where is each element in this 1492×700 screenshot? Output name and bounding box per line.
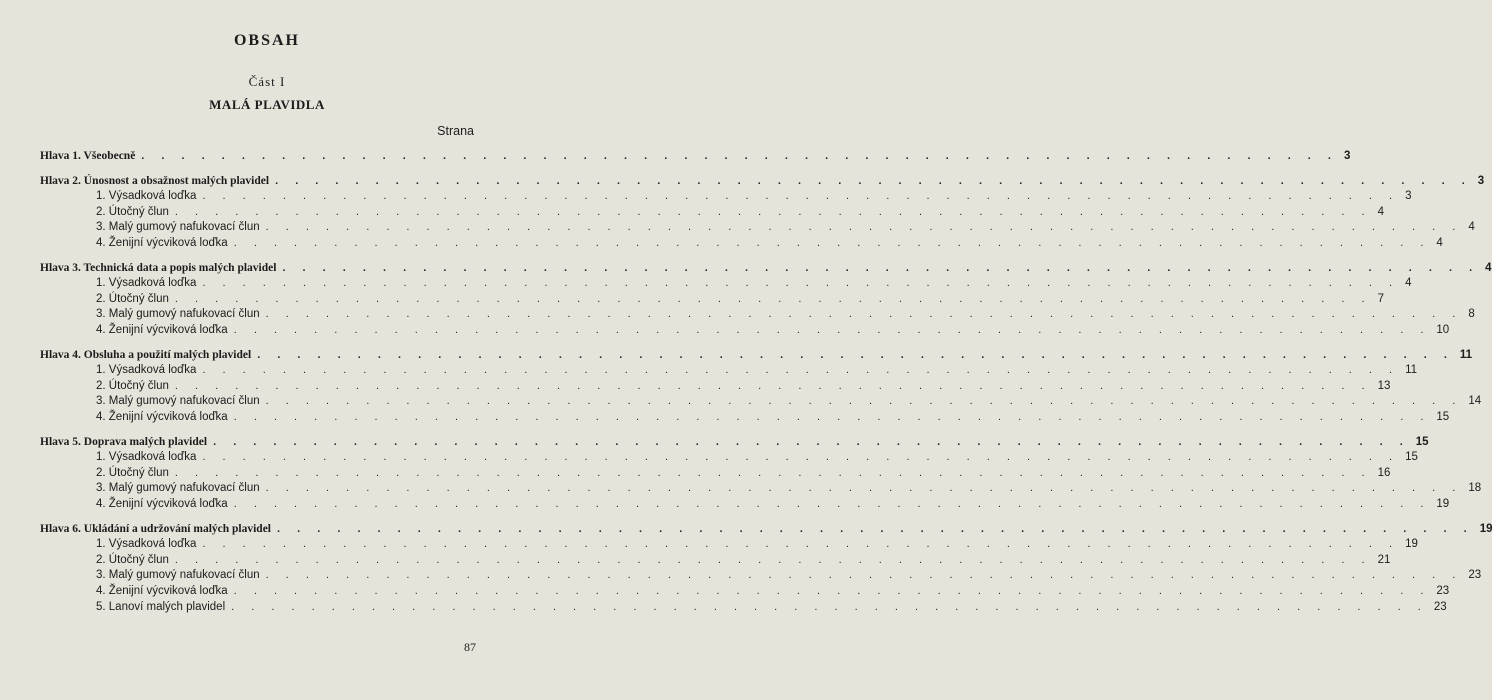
item-title: 3. Malý gumový nafukovací člun — [96, 308, 260, 321]
toc-item-entry — [0, 585, 1450, 601]
dot-leader: . . . . . . . . . . . . . . . . . . . . . . . . . . . . . . . . . . . . . . . . . . . . . . . . . . . . . . . . . . . . — [275, 174, 1472, 187]
dot-leader: . . . . . . . . . . . . . . . . . . . . . . . . . . . . . . . . . . . . . . . . . . . . . . . . . . . . . . . . . . . . — [277, 522, 1474, 535]
dot-leader: . . . . . . . . . . . . . . . . . . . . . . . . . . . . . . . . . . . . . . . . . . . . . . . . . . . . . . . . . . . . — [265, 482, 1463, 495]
toc-chapter-entry — [0, 522, 1492, 539]
item-title: 4. Ženijní výcviková loďka — [96, 585, 228, 597]
page-ref: 15 — [1415, 435, 1429, 448]
part-heading: Část I — [248, 74, 286, 89]
page-ref: 18 — [1468, 482, 1482, 495]
dot-leader: . . . . . . . . . . . . . . . . . . . . . . . . . . . . . . . . . . . . . . . . . . . . . . . . . . . . . . . . . . . . — [202, 190, 1400, 203]
toc-item-entry — [0, 569, 1482, 585]
page-ref: 14 — [1468, 395, 1482, 408]
item-title: 2. Útočný člun — [96, 292, 169, 305]
toc-item-entry — [0, 292, 1384, 309]
page-column-label: Strana — [437, 124, 474, 138]
page-ref: 4 — [1485, 261, 1492, 274]
toc-item-entry — [0, 466, 1391, 483]
item-title: 4. Ženijní výcviková loďka — [96, 237, 228, 249]
page-ref: 3 — [1477, 174, 1485, 187]
page-ref: 4 — [1377, 205, 1384, 218]
dot-leader: . . . . . . . . . . . . . . . . . . . . . . . . . . . . . . . . . . . . . . . . . . . . . . . . . . . . . . . . . . . . — [265, 221, 1463, 234]
dot-leader: . . . . . . . . . . . . . . . . . . . . . . . . . . . . . . . . . . . . . . . . . . . . . . . . . . . . . . . . . . . . — [257, 348, 1454, 361]
dot-leader: . . . . . . . . . . . . . . . . . . . . . . . . . . . . . . . . . . . . . . . . . . . . . . . . . . . . . . . . . . . . — [213, 435, 1410, 448]
toc-item-entry — [0, 482, 1482, 498]
dot-leader: . . . . . . . . . . . . . . . . . . . . . . . . . . . . . . . . . . . . . . . . . . . . . . . . . . . . . . . . . . . . — [174, 379, 1372, 392]
toc-item-entry — [0, 308, 1475, 324]
item-title: 2. Útočný člun — [96, 553, 169, 566]
toc-chapter-entry — [0, 435, 1429, 452]
item-title: 4. Ženijní výcviková loďka — [96, 498, 228, 510]
item-title: 2. Útočný člun — [96, 205, 169, 218]
page-ref: 23 — [1436, 585, 1450, 597]
section-title: MALÁ PLAVIDLA — [209, 97, 325, 112]
dot-leader: . . . . . . . . . . . . . . . . . . . . . . . . . . . . . . . . . . . . . . . . . . . . . . . . . . . . . . . . . . . . — [202, 277, 1400, 290]
page-ref: 15 — [1436, 411, 1450, 423]
item-title: 1. Výsadková loďka — [96, 190, 197, 203]
toc-item-entry — [0, 190, 1412, 206]
page-ref: 19 — [1405, 538, 1418, 551]
toc-item-entry — [0, 221, 1475, 237]
page-ref: 4 — [1436, 237, 1443, 249]
dot-leader: . . . . . . . . . . . . . . . . . . . . . . . . . . . . . . . . . . . . . . . . . . . . . . . . . . . . . . . . . . . . — [141, 150, 1338, 162]
page-ref: 10 — [1436, 324, 1450, 336]
toc-item-entry — [0, 205, 1384, 222]
dot-leader: . . . . . . . . . . . . . . . . . . . . . . . . . . . . . . . . . . . . . . . . . . . . . . . . . . . . . . . . . . . . — [202, 538, 1400, 551]
page-ref: 3 — [1405, 190, 1412, 203]
page-ref: 23 — [1433, 600, 1447, 613]
toc-item-entry — [0, 379, 1391, 396]
chapter-title: Hlava 3. Technická data a popis malých plavidel — [40, 261, 277, 274]
dot-leader: . . . . . . . . . . . . . . . . . . . . . . . . . . . . . . . . . . . . . . . . . . . . . . . . . . . . . . . . . . . . — [174, 205, 1372, 218]
dot-leader: . . . . . . . . . . . . . . . . . . . . . . . . . . . . . . . . . . . . . . . . . . . . . . . . . . . . . . . . . . . . — [233, 237, 1431, 249]
page-ref: 4 — [1405, 277, 1412, 290]
item-title: 2. Útočný člun — [96, 379, 169, 392]
dot-leader: . . . . . . . . . . . . . . . . . . . . . . . . . . . . . . . . . . . . . . . . . . . . . . . . . . . . . . . . . . . . — [202, 364, 1400, 377]
toc-item-entry — [0, 498, 1450, 514]
toc-item-entry — [0, 277, 1412, 293]
dot-leader: . . . . . . . . . . . . . . . . . . . . . . . . . . . . . . . . . . . . . . . . . . . . . . . . . . . . . . . . . . . . — [265, 569, 1463, 582]
item-title: 1. Výsadková loďka — [96, 451, 197, 464]
dot-leader: . . . . . . . . . . . . . . . . . . . . . . . . . . . . . . . . . . . . . . . . . . . . . . . . . . . . . . . . . . . . — [233, 585, 1431, 597]
chapter-title: Hlava 4. Obsluha a použití malých plavidel — [40, 348, 252, 361]
dot-leader: . . . . . . . . . . . . . . . . . . . . . . . . . . . . . . . . . . . . . . . . . . . . . . . . . . . . . . . . . . . . — [233, 498, 1431, 510]
dot-leader: . . . . . . . . . . . . . . . . . . . . . . . . . . . . . . . . . . . . . . . . . . . . . . . . . . . . . . . . . . . . — [174, 466, 1372, 479]
toc-chapter-entry — [0, 150, 1351, 166]
dot-leader: . . . . . . . . . . . . . . . . . . . . . . . . . . . . . . . . . . . . . . . . . . . . . . . . . . . . . . . . . . . . — [202, 451, 1400, 464]
toc-item-entry — [0, 364, 1418, 380]
item-title: 1. Výsadková loďka — [96, 538, 197, 551]
item-title: 3. Malý gumový nafukovací člun — [96, 569, 260, 582]
page-ref: 16 — [1377, 466, 1391, 479]
dot-leader: . . . . . . . . . . . . . . . . . . . . . . . . . . . . . . . . . . . . . . . . . . . . . . . . . . . . . . . . . . . . — [174, 292, 1372, 305]
toc-item-entry — [0, 324, 1450, 340]
item-title: 5. Lanoví malých plavidel — [96, 600, 226, 613]
page-ref: 13 — [1377, 379, 1391, 392]
page-ref: 8 — [1468, 308, 1475, 321]
dot-leader: . . . . . . . . . . . . . . . . . . . . . . . . . . . . . . . . . . . . . . . . . . . . . . . . . . . . . . . . . . . . — [231, 600, 1428, 613]
page-ref: 21 — [1377, 553, 1391, 566]
toc-item-entry — [0, 411, 1450, 427]
page-ref: 11 — [1459, 348, 1473, 361]
toc-item-entry — [0, 237, 1443, 253]
item-title: 3. Malý gumový nafukovací člun — [96, 395, 260, 408]
item-title: 1. Výsadková loďka — [96, 277, 197, 290]
page-title: OBSAH — [233, 32, 300, 49]
page-ref: 23 — [1468, 569, 1482, 582]
toc-item-entry — [0, 538, 1418, 554]
dot-leader: . . . . . . . . . . . . . . . . . . . . . . . . . . . . . . . . . . . . . . . . . . . . . . . . . . . . . . . . . . . . — [174, 553, 1372, 566]
page-ref: 3 — [1343, 150, 1351, 162]
dot-leader: . . . . . . . . . . . . . . . . . . . . . . . . . . . . . . . . . . . . . . . . . . . . . . . . . . . . . . . . . . . . — [265, 395, 1463, 408]
page-ref: 7 — [1377, 292, 1384, 305]
toc-chapter-entry — [0, 261, 1492, 278]
item-title: 3. Malý gumový nafukovací člun — [96, 482, 260, 495]
item-title: 2. Útočný člun — [96, 466, 169, 479]
chapter-title: Hlava 6. Ukládání a udržování malých plavidel — [40, 522, 271, 535]
chapter-title: Hlava 2. Únosnost a obsažnost malých plavidel — [40, 174, 270, 187]
toc-item-entry — [0, 553, 1391, 570]
page-ref: 11 — [1405, 364, 1418, 377]
chapter-title: Hlava 5. Doprava malých plavidel — [40, 435, 208, 448]
toc-item-entry — [0, 395, 1482, 411]
item-title: 1. Výsadková loďka — [96, 364, 197, 377]
item-title: 4. Ženijní výcviková loďka — [96, 324, 228, 336]
page-ref: 15 — [1405, 451, 1418, 464]
item-title: 4. Ženijní výcviková loďka — [96, 411, 228, 423]
page-ref: 19 — [1436, 498, 1450, 510]
item-title: 3. Malý gumový nafukovací člun — [96, 221, 260, 234]
toc-item-entry — [0, 451, 1418, 467]
toc-item-entry — [0, 600, 1447, 617]
page-number: 87 — [464, 640, 476, 654]
toc-chapter-entry — [0, 174, 1485, 191]
toc-chapter-entry — [0, 348, 1473, 365]
dot-leader: . . . . . . . . . . . . . . . . . . . . . . . . . . . . . . . . . . . . . . . . . . . . . . . . . . . . . . . . . . . . — [282, 261, 1480, 274]
page-ref: 19 — [1479, 522, 1492, 535]
dot-leader: . . . . . . . . . . . . . . . . . . . . . . . . . . . . . . . . . . . . . . . . . . . . . . . . . . . . . . . . . . . . — [233, 324, 1431, 336]
dot-leader: . . . . . . . . . . . . . . . . . . . . . . . . . . . . . . . . . . . . . . . . . . . . . . . . . . . . . . . . . . . . — [233, 411, 1431, 423]
page-ref: 4 — [1468, 221, 1475, 234]
chapter-title: Hlava 1. Všeobecně — [40, 150, 136, 162]
dot-leader: . . . . . . . . . . . . . . . . . . . . . . . . . . . . . . . . . . . . . . . . . . . . . . . . . . . . . . . . . . . . — [265, 308, 1463, 321]
